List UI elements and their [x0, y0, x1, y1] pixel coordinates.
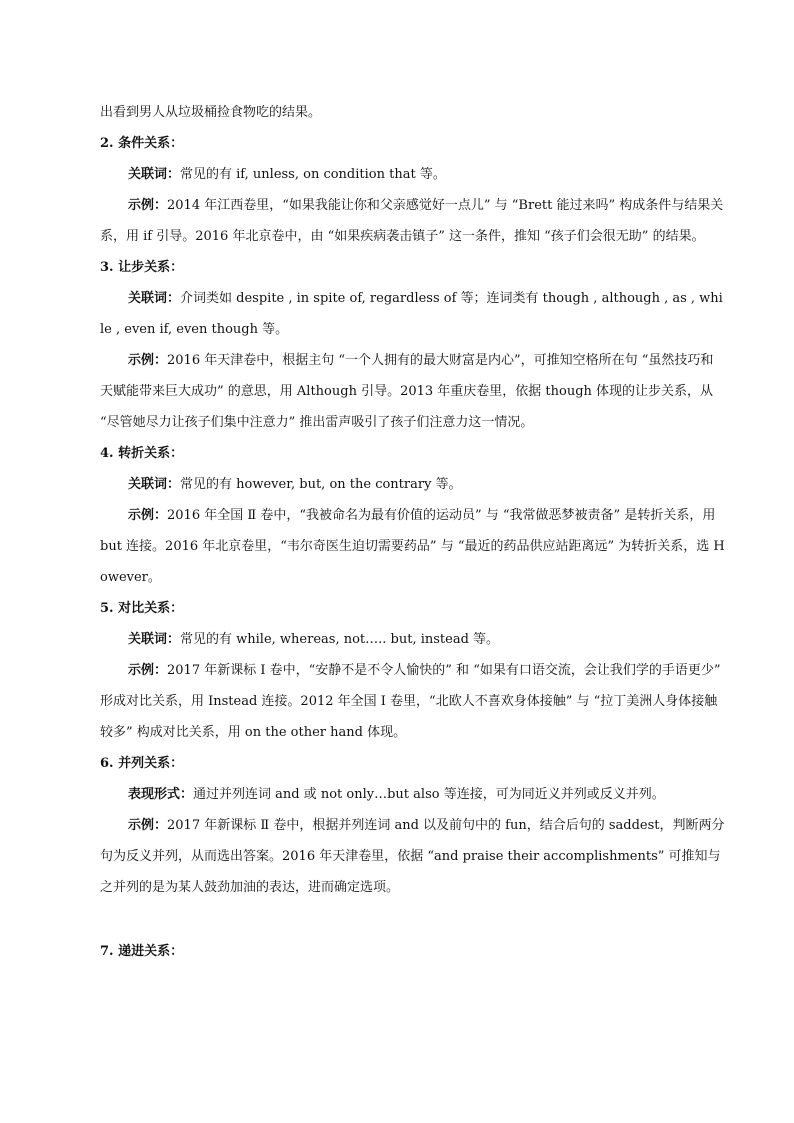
example-label: 示例： — [128, 353, 168, 368]
section-keywords-turn — [100, 469, 726, 500]
example-text: 2017 年新课标 Ⅰ 卷中，“安静不是不令人愉快的” 和 “如果有口语交流，会让我们学的手语更少” 形成对比关系，用 Instead 连接。2012 年全国 Ⅰ 卷里，“北欧人不喜欢身体接触” 与 “拉丁美洲人身体接触较多” 构成对比关系，用 on the other hand 体现。 — [100, 663, 721, 740]
section-heading-comparison: 5. 对比关系： — [100, 601, 184, 616]
section-heading-progression: 7. 递进关系： — [100, 944, 184, 959]
example-text: 2017 年新课标 Ⅱ 卷中，根据并列连词 and 以及前句中的 fun，结合后句的 saddest，判断两分句为反义并列，从而选出答案。2016 年天津卷里，依据 “and praise their accomplishments” 可推知与之并列的是为某人鼓劲加油的表达，进而确定选项。 — [100, 818, 725, 895]
keywords-label: 关联词： — [128, 167, 181, 182]
section-example-parallel — [100, 810, 726, 903]
document-body — [100, 97, 726, 967]
section-keywords-concession — [100, 283, 726, 345]
example-text: 2016 年天津卷中，根据主句 “一个人拥有的最大财富是内心”，可推知空格所在句 “虽然技巧和天赋能带来巨大成功” 的意思，用 Although 引导。2013 年重庆卷里，依据 though 体现的让步关系，从 “尽管她尽力让孩子们集中注意力” 推出雷声吸引了孩子们注意力这一情况。 — [100, 353, 714, 430]
form-text: 通过并列连词 and 或 not only…but also 等连接，可为同近义并列或反义并列。 — [193, 787, 665, 802]
example-label: 示例： — [128, 818, 168, 833]
keywords-text: 介词类如 despite , in spite of, regardless of 等；连词类有 though , although , as , while , even if, even though 等。 — [100, 291, 723, 337]
example-text: 2014 年江西卷里，“如果我能让你和父亲感觉好一点儿” 与 “Brett 能过来吗” 构成条件与结果关系，用 if 引导。2016 年北京卷中，由 “如果疾病袭击镇子” 这一条件，推知 “孩子们会很无助” 的结果。 — [100, 198, 724, 244]
spacer — [100, 903, 726, 936]
section-example-turn — [100, 500, 726, 593]
top-line: 出看到男人从垃圾桶捡食物吃的结果。 — [100, 105, 322, 120]
section-heading-condition: 2. 条件关系： — [100, 136, 184, 151]
example-label: 示例： — [128, 508, 168, 523]
section-example-concession — [100, 345, 726, 438]
section-example-comparison — [100, 655, 726, 748]
section-heading-contrast-turn: 4. 转折关系： — [100, 446, 184, 461]
keywords-text: 常见的有 if, unless, on condition that 等。 — [180, 167, 446, 182]
keywords-label: 关联词： — [128, 632, 181, 647]
section-heading-concession: 3. 让步关系： — [100, 260, 184, 275]
keywords-text: 常见的有 while, whereas, not….. but, instead 等。 — [180, 632, 500, 647]
section-keywords-condition — [100, 159, 726, 190]
form-label: 表现形式： — [128, 787, 194, 802]
keywords-label: 关联词： — [128, 291, 181, 306]
example-label: 示例： — [128, 198, 168, 213]
section-form-parallel — [100, 779, 726, 810]
section-heading-parallel: 6. 并列关系： — [100, 756, 184, 771]
example-label: 示例： — [128, 663, 168, 678]
section-keywords-comparison — [100, 624, 726, 655]
example-text: 2016 年全国 Ⅱ 卷中，“我被命名为最有价值的运动员” 与 “我常做恶梦被责备” 是转折关系，用 but 连接。2016 年北京卷里，“韦尔奇医生迫切需要药品” 与 “最近的药品供应站距离远” 为转折关系，选 However。 — [100, 508, 725, 585]
keywords-text: 常见的有 however, but, on the contrary 等。 — [180, 477, 462, 492]
section-example-condition — [100, 190, 726, 252]
keywords-label: 关联词： — [128, 477, 181, 492]
